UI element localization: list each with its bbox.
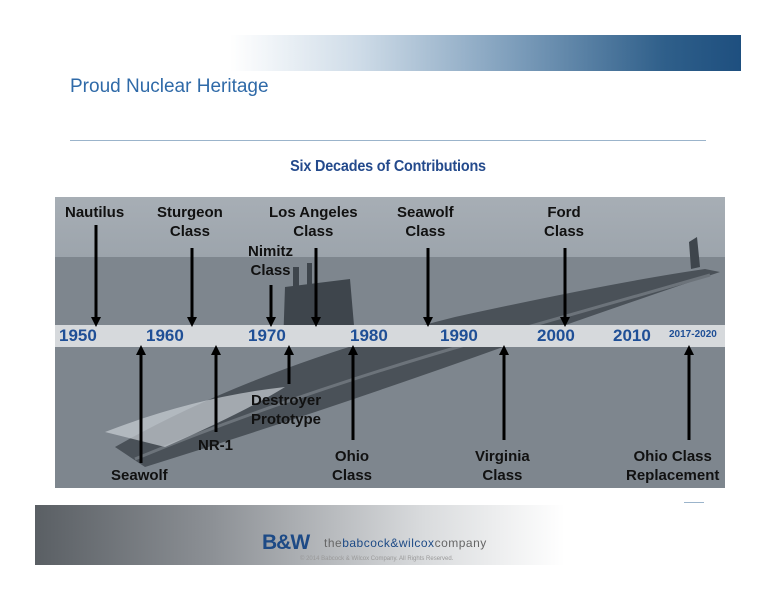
slide-subtitle: Six Decades of Contributions bbox=[290, 158, 486, 175]
year-1990: 1990 bbox=[440, 326, 478, 345]
label-nr1: NR-1 bbox=[198, 437, 234, 454]
company-logo-text: thebabcock&wilcoxcompany bbox=[324, 536, 487, 550]
label-ohio-class-replacement: Ohio Class Replacement bbox=[626, 448, 720, 484]
company-logo-mark: B&W bbox=[262, 531, 310, 554]
label-ohio-class: Ohio Class bbox=[332, 448, 373, 484]
copyright-notice: © 2014 Babcock & Wilcox Company. All Rights Reserved. bbox=[300, 556, 454, 562]
label-nautilus: Nautilus bbox=[65, 204, 125, 221]
slide-title: Proud Nuclear Heritage bbox=[70, 76, 269, 97]
year-1950: 1950 bbox=[59, 326, 97, 345]
page-number-rule bbox=[684, 502, 704, 503]
year-1980: 1980 bbox=[350, 326, 388, 345]
label-seawolf-class: Seawolf Class bbox=[397, 204, 454, 240]
label-destroyer-prototype: Destroyer Prototype bbox=[251, 392, 322, 428]
label-nimitz-class: Nimitz Class bbox=[248, 243, 293, 279]
label-virginia-class: Virginia Class bbox=[475, 448, 530, 484]
label-seawolf: Seawolf bbox=[111, 467, 168, 484]
year-range-2017-2020: 2017-2020 bbox=[669, 329, 717, 340]
label-sturgeon-class: Sturgeon Class bbox=[157, 204, 223, 240]
label-ford-class: Ford Class bbox=[544, 204, 585, 240]
year-2000: 2000 bbox=[537, 326, 575, 345]
label-los-angeles-class: Los Angeles Class bbox=[269, 204, 358, 240]
year-1970: 1970 bbox=[248, 326, 286, 345]
year-2010: 2010 bbox=[613, 326, 651, 345]
year-1960: 1960 bbox=[146, 326, 184, 345]
